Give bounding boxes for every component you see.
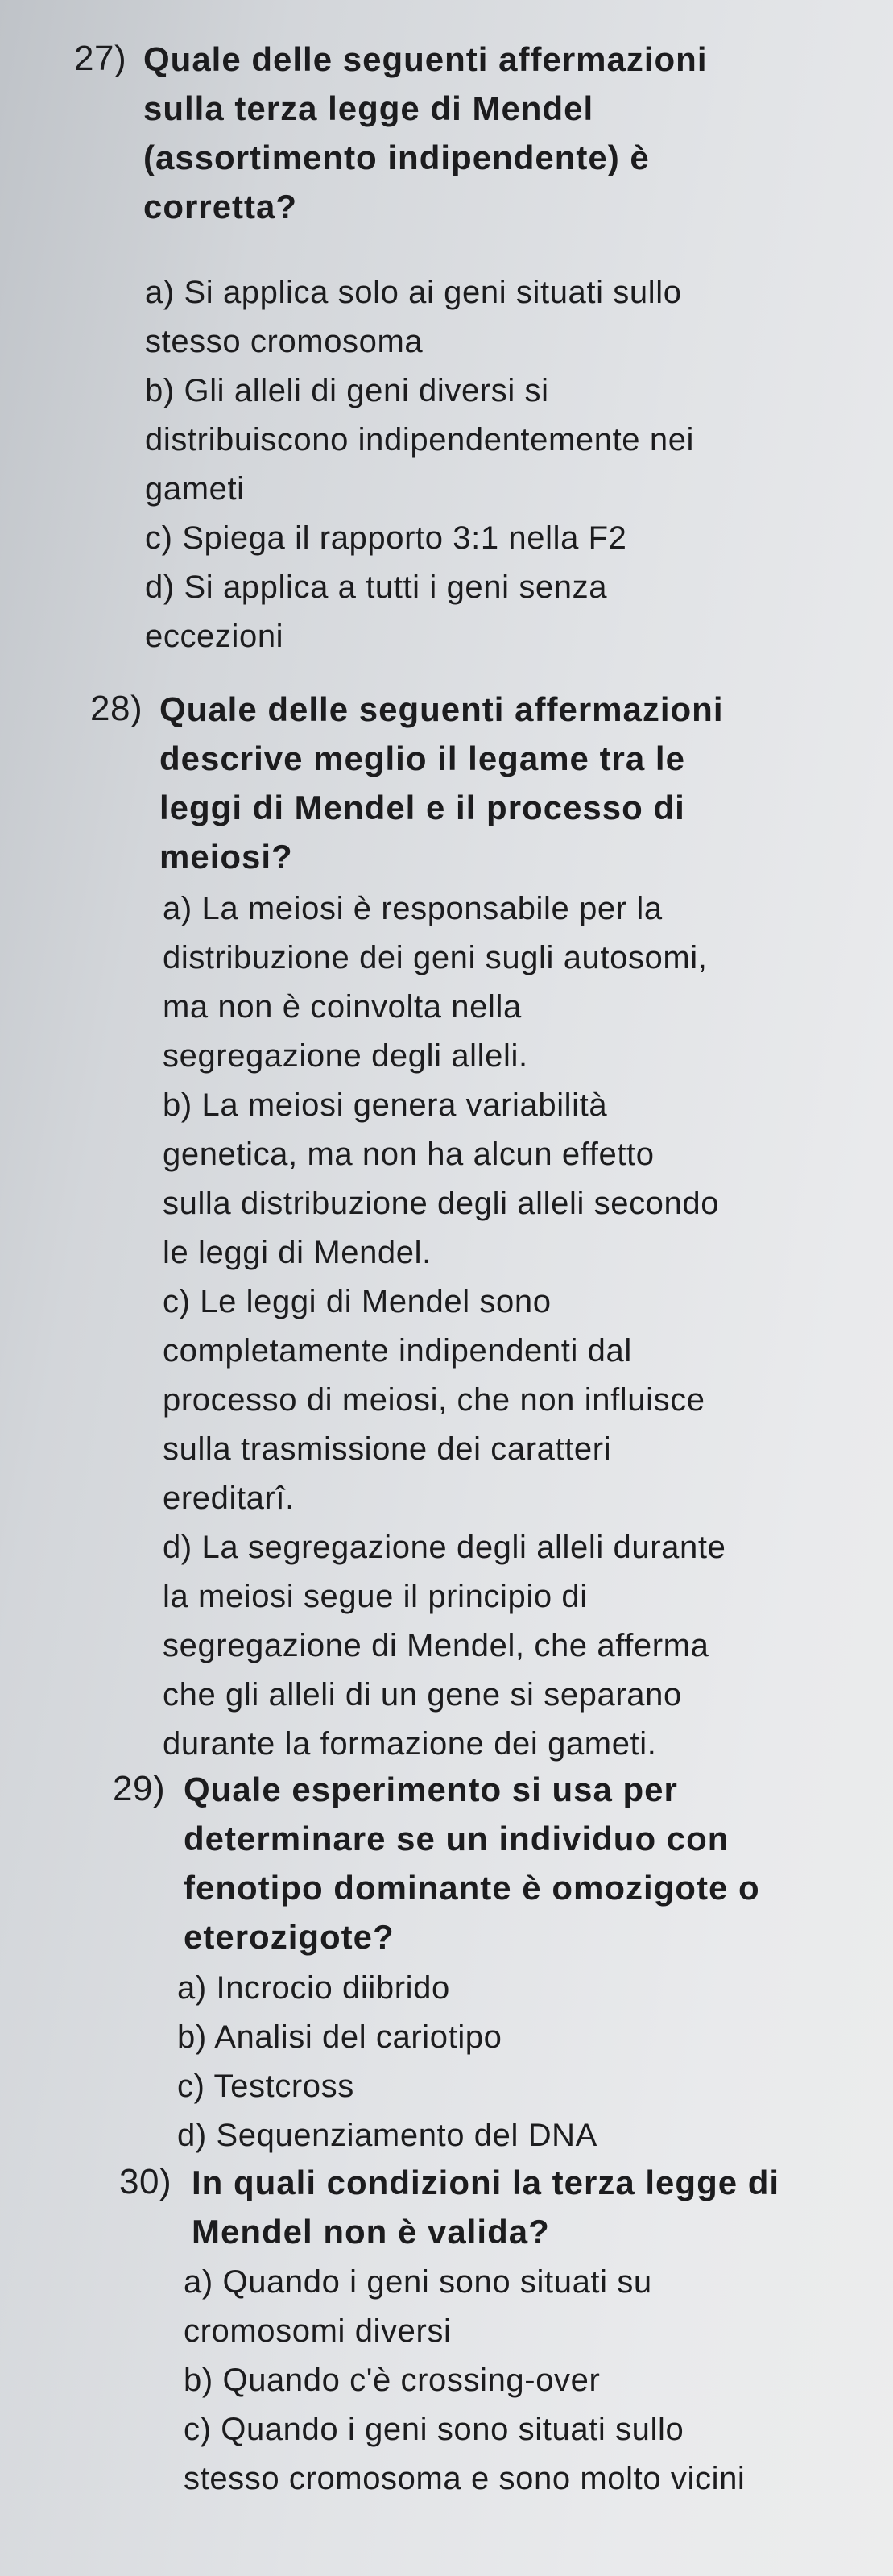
option-line: completamente indipendenti dal (163, 1333, 632, 1369)
question-text (159, 685, 724, 881)
question-text-line: fenotipo dominante è omozigote o (184, 1869, 760, 1907)
question-number: 30) (119, 2162, 172, 2201)
option-line: d) La segregazione degli alleli durante (163, 1530, 726, 1565)
option-line: a) Quando i geni sono situati su (184, 2264, 652, 2300)
answer-options (163, 884, 726, 1769)
option-line: che gli alleli di un gene si separano (163, 1677, 682, 1713)
option-line: c) Spiega il rapporto 3:1 nella F2 (145, 520, 627, 556)
option-line: genetica, ma non ha alcun effetto (163, 1137, 655, 1172)
option-d (163, 1523, 726, 1769)
option-line: sulla trasmissione dei caratteri (163, 1431, 612, 1467)
option-c (145, 514, 694, 563)
option-line: stesso cromosoma (145, 324, 424, 359)
option-d (177, 2111, 597, 2160)
question-number: 28) (90, 689, 143, 728)
option-line: cromosomi diversi (184, 2313, 452, 2349)
answer-options (177, 1964, 597, 2160)
option-b (177, 2013, 597, 2062)
question-text (184, 1765, 760, 1961)
option-line: ma non è coinvolta nella (163, 989, 522, 1025)
option-line: durante la formazione dei gameti. (163, 1726, 657, 1762)
answer-options (184, 2258, 745, 2504)
option-line: distribuiscono indipendentemente nei (145, 422, 695, 458)
question-text-line: In quali condizioni la terza legge di (192, 2164, 780, 2201)
question-text (143, 35, 708, 231)
option-line: le leggi di Mendel. (163, 1235, 432, 1270)
question-text-line: meiosi? (159, 838, 293, 876)
question-text-line: Quale delle seguenti affermazioni (159, 690, 724, 728)
question-number: 29) (113, 1769, 166, 1808)
question-text-line: eterozigote? (184, 1918, 395, 1956)
option-line: processo di meiosi, che non influisce (163, 1382, 705, 1418)
option-line: b) Gli alleli di geni diversi si (145, 373, 549, 408)
option-c (163, 1278, 726, 1523)
option-line: a) Si applica solo ai geni situati sullo (145, 275, 682, 310)
option-line: gameti (145, 471, 245, 507)
option-a (145, 268, 694, 367)
question-text-line: sulla terza legge di Mendel (143, 89, 594, 127)
question-text-line: leggi di Mendel e il processo di (159, 789, 685, 826)
option-b (145, 367, 694, 514)
option-line: la meiosi segue il principio di (163, 1579, 588, 1614)
option-a (184, 2258, 745, 2356)
option-b (163, 1081, 726, 1278)
option-line: d) Sequenziamento del DNA (177, 2118, 597, 2153)
question-number: 27) (74, 39, 127, 78)
question-text-line: Quale esperimento si usa per (184, 1770, 678, 1808)
option-b (184, 2356, 745, 2405)
option-c (184, 2405, 745, 2504)
option-line: segregazione degli alleli. (163, 1038, 528, 1074)
option-line: b) La meiosi genera variabilità (163, 1087, 608, 1123)
option-c (177, 2062, 597, 2111)
option-line: stesso cromosoma e sono molto vicini (184, 2461, 746, 2496)
question-text-line: corretta? (143, 188, 298, 226)
option-line: b) Analisi del cariotipo (177, 2019, 502, 2055)
option-line: a) La meiosi è responsabile per la (163, 891, 663, 926)
option-a (163, 884, 726, 1081)
option-line: a) Incrocio diibrido (177, 1970, 450, 2006)
option-line: segregazione di Mendel, che afferma (163, 1628, 709, 1663)
question-text-line: descrive meglio il legame tra le (159, 739, 685, 777)
option-line: d) Si applica a tutti i geni senza (145, 569, 608, 605)
option-line: ereditarî. (163, 1481, 295, 1516)
option-line: distribuzione dei geni sugli autosomi, (163, 940, 708, 975)
option-line: sulla distribuzione degli alleli secondo (163, 1186, 720, 1221)
option-line: c) Le leggi di Mendel sono (163, 1284, 552, 1319)
option-line: eccezioni (145, 619, 284, 654)
option-d (145, 563, 694, 661)
option-a (177, 1964, 597, 2013)
question-text-line: Quale delle seguenti affermazioni (143, 40, 708, 78)
option-line: b) Quando c'è crossing-over (184, 2363, 601, 2398)
option-line: c) Quando i geni sono situati sullo (184, 2412, 684, 2447)
question-text-line: Mendel non è valida? (192, 2213, 550, 2251)
question-text (192, 2158, 779, 2256)
answer-options (145, 268, 694, 661)
question-text-line: determinare se un individuo con (184, 1820, 730, 1857)
option-line: c) Testcross (177, 2069, 354, 2104)
question-text-line: (assortimento indipendente) è (143, 139, 650, 176)
